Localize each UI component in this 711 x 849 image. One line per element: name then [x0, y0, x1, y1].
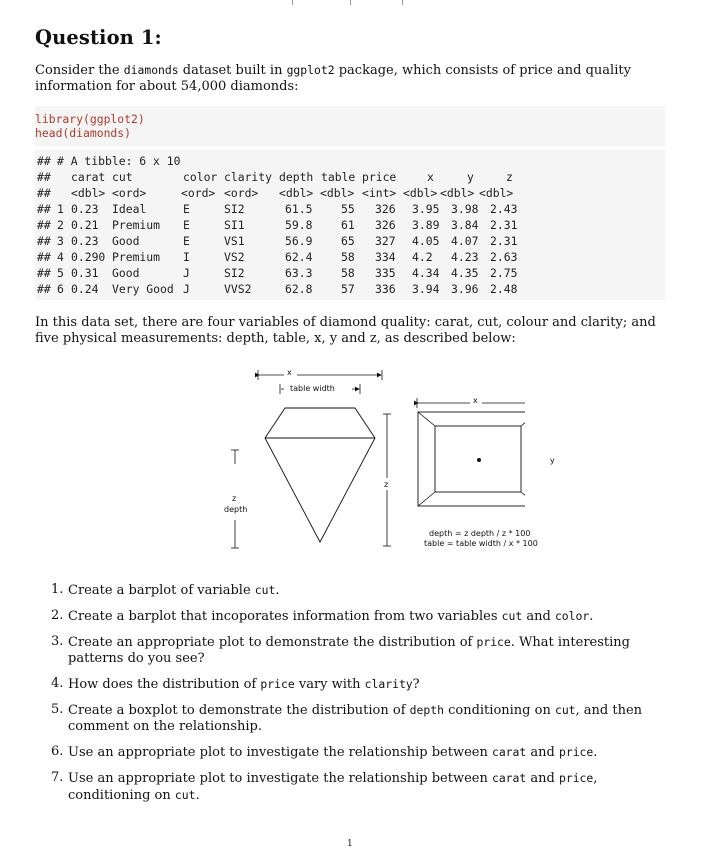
output-cell: 58 — [341, 266, 355, 280]
inline-code: price — [558, 745, 594, 759]
output-col-type: <ord> — [181, 186, 216, 200]
output-cell: 4.07 — [451, 234, 479, 248]
output-prefix: ## — [37, 186, 51, 200]
label-x-top: x — [287, 368, 292, 377]
output-cell: 2.31 — [490, 218, 518, 232]
label-x-right: x — [473, 396, 478, 405]
output-col-header: z — [506, 170, 513, 184]
output-cell: 2.75 — [490, 266, 518, 280]
output-cell: 55 — [341, 202, 355, 216]
output-cell: VS2 — [224, 250, 245, 264]
output-cell: 4.05 — [412, 234, 440, 248]
output-cell: VS1 — [224, 234, 245, 248]
output-cell: 0.31 — [71, 266, 99, 280]
output-col-type: <dbl> — [479, 186, 514, 200]
inline-code: depth — [409, 703, 444, 717]
output-col-type: <dbl> — [71, 186, 106, 200]
output-cell: 62.8 — [285, 282, 313, 296]
question-number: 3. — [51, 634, 64, 649]
label-z-left: z — [232, 494, 237, 503]
output-prefix: ## — [37, 170, 51, 184]
output-cell: 59.8 — [285, 218, 313, 232]
question-item — [51, 582, 665, 599]
question-text: and — [526, 745, 559, 760]
output-cell: 3.84 — [451, 218, 479, 232]
output-cell: 3.95 — [412, 202, 440, 216]
question-text: , and then comment on the relationship. — [68, 703, 643, 734]
intro-text: package, which consists of price and quality information for about 54,000 diamonds: — [35, 63, 631, 94]
output-cell: 2.63 — [490, 250, 518, 264]
intro-text: Consider the — [35, 63, 124, 78]
question-item — [51, 702, 665, 735]
output-cell: SI1 — [224, 218, 245, 232]
inline-code: price — [558, 771, 594, 785]
inline-code: color — [554, 609, 590, 623]
label-depth: depth — [224, 505, 248, 514]
inline-code: price — [476, 635, 511, 649]
x-width-arrow — [258, 370, 382, 380]
output-tibble-line: # A tibble: 6 x 10 — [57, 154, 181, 168]
question-text: . What interesting patterns do you see? — [68, 635, 630, 666]
output-cell: Good — [112, 234, 140, 248]
question-number: 6. — [51, 744, 64, 759]
r-code-block — [35, 106, 665, 146]
question-text: Create a boxplot to demonstrate the distribution of — [68, 703, 410, 718]
output-cell: E — [183, 234, 190, 248]
output-col-type: <ord> — [112, 186, 147, 200]
output-cell: VVS2 — [224, 282, 252, 296]
inline-code-ggplot2: ggplot2 — [286, 63, 335, 77]
output-col-type: <dbl> — [279, 186, 314, 200]
page-mark — [350, 0, 351, 5]
output-col-type: <dbl> — [440, 186, 475, 200]
question-text: and — [526, 771, 559, 786]
output-cell: SI2 — [224, 202, 245, 216]
inline-code-diamonds: diamonds — [123, 63, 179, 77]
output-col-type: <int> — [362, 186, 397, 200]
output-cell: 61.5 — [285, 202, 313, 216]
output-cell: 326 — [375, 202, 396, 216]
output-cell: I — [183, 250, 190, 264]
question-text: . — [593, 745, 598, 760]
diamond-side-shape — [265, 408, 375, 542]
output-col-header: cut — [112, 170, 133, 184]
output-cell: 3.89 — [412, 218, 440, 232]
output-cell: 4 — [57, 250, 64, 264]
output-cell: E — [183, 202, 190, 216]
inline-code: cut — [174, 788, 196, 802]
question-text: Create a barplot of variable — [68, 583, 255, 598]
question-text: . — [275, 583, 280, 598]
inline-code: price — [260, 677, 295, 691]
output-cell: 6 — [57, 282, 64, 296]
output-cell: 5 — [57, 266, 64, 280]
output-cell: 3.94 — [412, 282, 440, 296]
output-col-header: y — [467, 170, 474, 184]
formula-depth: depth = z depth / z * 100 — [429, 529, 531, 538]
label-z-right: z — [384, 480, 389, 489]
question-heading: Question 1: — [35, 26, 162, 49]
output-cell: Premium — [112, 250, 161, 264]
question-text: . — [589, 609, 594, 624]
output-cell: 0.290 — [71, 250, 106, 264]
output-cell: 4.23 — [451, 250, 479, 264]
output-cell: Very Good — [112, 282, 174, 296]
formula-table: table = table width / x * 100 — [424, 539, 538, 548]
output-cell: 327 — [375, 234, 396, 248]
output-cell: 4.2 — [412, 250, 433, 264]
output-cell: 3.98 — [451, 202, 479, 216]
question-text: . — [195, 788, 200, 803]
output-cell: E — [183, 218, 190, 232]
question-number: 2. — [51, 608, 64, 623]
output-col-header: clarity — [224, 170, 273, 184]
question-number: 7. — [51, 770, 64, 785]
inline-code: cut — [501, 609, 523, 623]
question-text: How does the distribution of — [68, 677, 261, 692]
question-text: Use an appropriate plot to investigate the relationship between — [68, 745, 492, 760]
label-y: y — [550, 456, 555, 465]
output-cell: J — [183, 282, 190, 296]
output-cell: 65 — [341, 234, 355, 248]
output-cell: 4.35 — [451, 266, 479, 280]
top-view-x-arrow — [417, 398, 525, 408]
output-prefix: ## — [37, 154, 51, 168]
output-col-header: color — [183, 170, 218, 184]
r-output-block — [35, 150, 665, 300]
output-cell: 0.23 — [71, 234, 99, 248]
question-text: , conditioning on — [68, 771, 598, 803]
diamond-dimensions-figure — [185, 360, 555, 560]
page-mark — [402, 0, 403, 5]
inline-code: carat — [491, 745, 527, 759]
output-prefix: ## — [37, 218, 51, 232]
question-number: 4. — [51, 676, 64, 691]
output-cell: 57 — [341, 282, 355, 296]
output-prefix: ## — [37, 250, 51, 264]
output-cell: 335 — [375, 266, 396, 280]
output-cell: Good — [112, 266, 140, 280]
question-text: vary with — [294, 677, 365, 692]
output-cell: 63.3 — [285, 266, 313, 280]
output-col-type: <dbl> — [403, 186, 438, 200]
question-number: 1. — [51, 582, 64, 597]
variables-paragraph: In this data set, there are four variables of diamond quality: carat, cut, colour and clarity; and five physical measurements: depth, table, x, y and z, as described below: — [35, 315, 656, 346]
output-col-type: <ord> — [224, 186, 259, 200]
question-list — [51, 582, 665, 813]
output-cell: 0.23 — [71, 202, 99, 216]
output-cell: 2.48 — [490, 282, 518, 296]
code-line-library: library(ggplot2) — [35, 112, 145, 126]
output-cell: 2 — [57, 218, 64, 232]
inline-code: cut — [554, 703, 576, 717]
output-prefix: ## — [37, 282, 51, 296]
output-cell: 326 — [375, 218, 396, 232]
output-cell: 3 — [57, 234, 64, 248]
question-item — [51, 770, 665, 804]
question-item — [51, 744, 665, 761]
output-cell: J — [183, 266, 190, 280]
output-prefix: ## — [37, 266, 51, 280]
output-cell: 1 — [57, 202, 64, 216]
output-cell: 3.96 — [451, 282, 479, 296]
question-item — [51, 634, 665, 667]
output-prefix: ## — [37, 202, 51, 216]
output-prefix: ## — [37, 234, 51, 248]
question-text: Create an appropriate plot to demonstrate the distribution of — [68, 635, 477, 650]
inline-code: carat — [491, 771, 527, 785]
inline-code: cut — [254, 583, 276, 597]
inline-code: clarity — [364, 677, 413, 691]
question-text: conditioning on — [443, 703, 555, 718]
question-text: Create a barplot that incoporates information from two variables — [68, 609, 502, 624]
output-col-header: carat — [71, 170, 106, 184]
label-table-width: table width — [290, 384, 335, 393]
diamond-top-view — [418, 412, 525, 506]
output-cell: SI2 — [224, 266, 245, 280]
question-number: 5. — [51, 702, 64, 717]
output-cell: 2.31 — [490, 234, 518, 248]
output-cell: Ideal — [112, 202, 147, 216]
question-text: Use an appropriate plot to investigate the relationship between — [68, 771, 492, 786]
output-cell: 62.4 — [285, 250, 313, 264]
output-cell: Premium — [112, 218, 161, 232]
question-text: ? — [412, 677, 420, 692]
intro-paragraph — [35, 62, 667, 95]
output-cell: 336 — [375, 282, 396, 296]
output-col-type: <dbl> — [320, 186, 355, 200]
intro-text: dataset built in — [178, 63, 287, 78]
question-item — [51, 676, 665, 693]
page-number: 1 — [347, 839, 353, 849]
output-cell: 58 — [341, 250, 355, 264]
page-mark — [292, 0, 293, 5]
output-cell: 0.24 — [71, 282, 99, 296]
top-page-marks — [0, 0, 711, 6]
output-cell: 56.9 — [285, 234, 313, 248]
output-cell: 2.43 — [490, 202, 518, 216]
output-col-header: price — [362, 170, 397, 184]
output-cell: 61 — [341, 218, 355, 232]
question-item — [51, 608, 665, 625]
output-col-header: table — [321, 170, 356, 184]
output-col-header: depth — [279, 170, 314, 184]
output-cell: 334 — [375, 250, 396, 264]
question-text: and — [522, 609, 555, 624]
output-cell: 0.21 — [71, 218, 99, 232]
code-line-head: head(diamonds) — [35, 126, 132, 140]
output-cell: 4.34 — [412, 266, 440, 280]
output-col-header: x — [427, 170, 434, 184]
